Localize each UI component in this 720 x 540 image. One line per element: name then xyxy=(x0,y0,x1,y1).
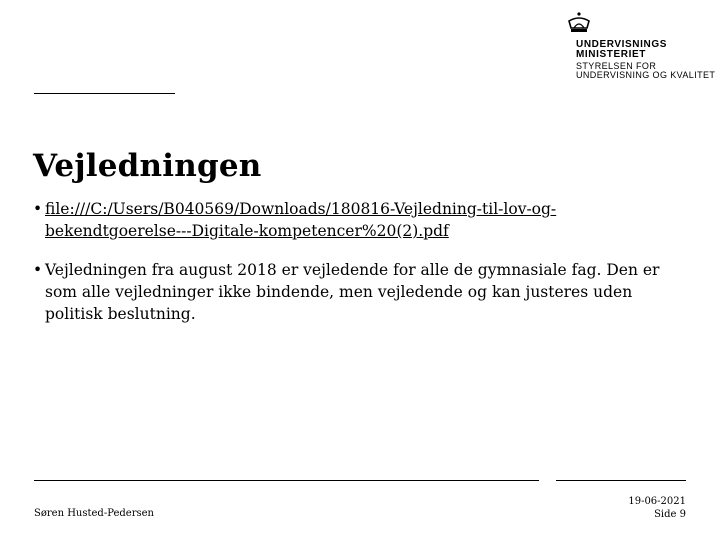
bullet-marker: • xyxy=(33,200,43,218)
agency-name xyxy=(576,62,715,80)
ministry-name-line1: UNDERVISNINGS xyxy=(576,39,667,50)
ministry-name xyxy=(576,40,667,60)
bullet-marker: • xyxy=(33,261,43,279)
footer-divider-right xyxy=(556,480,686,481)
bullet-list xyxy=(33,198,673,325)
agency-name-line2: UNDERVISNING OG KVALITET xyxy=(576,70,716,80)
ministry-logo xyxy=(560,12,716,84)
bullet-item-link xyxy=(33,198,673,242)
slide-title: Vejledningen xyxy=(33,148,262,184)
bullet-text-line3: politisk beslutning. xyxy=(45,305,196,323)
footer-divider-left xyxy=(34,480,539,481)
file-link[interactable] xyxy=(45,200,556,240)
footer-date: 19-06-2021 xyxy=(628,496,686,507)
agency-name-line1: STYRELSEN FOR xyxy=(576,61,657,71)
bullet-text-line1: Vejledningen fra august 2018 er vejledende for alle de gymnasiale fag. Den er xyxy=(45,261,660,279)
bullet-text-line2: som alle vejledninger ikke bindende, men vejledende og kan justeres uden xyxy=(45,283,633,301)
footer-author: Søren Husted-Pedersen xyxy=(34,508,154,519)
crown-icon xyxy=(566,12,592,34)
footer-page-number: Side 9 xyxy=(654,509,686,520)
bullet-item-text xyxy=(33,259,673,325)
file-link-line2: bekendtgoerelse---Digitale-kompetencer%20(2).pdf xyxy=(45,222,449,240)
ministry-name-line2: MINISTERIET xyxy=(576,49,646,60)
header-divider xyxy=(34,93,175,94)
file-link-line1: file:///C:/Users/B040569/Downloads/180816-Vejledning-til-lov-og- xyxy=(45,200,557,218)
